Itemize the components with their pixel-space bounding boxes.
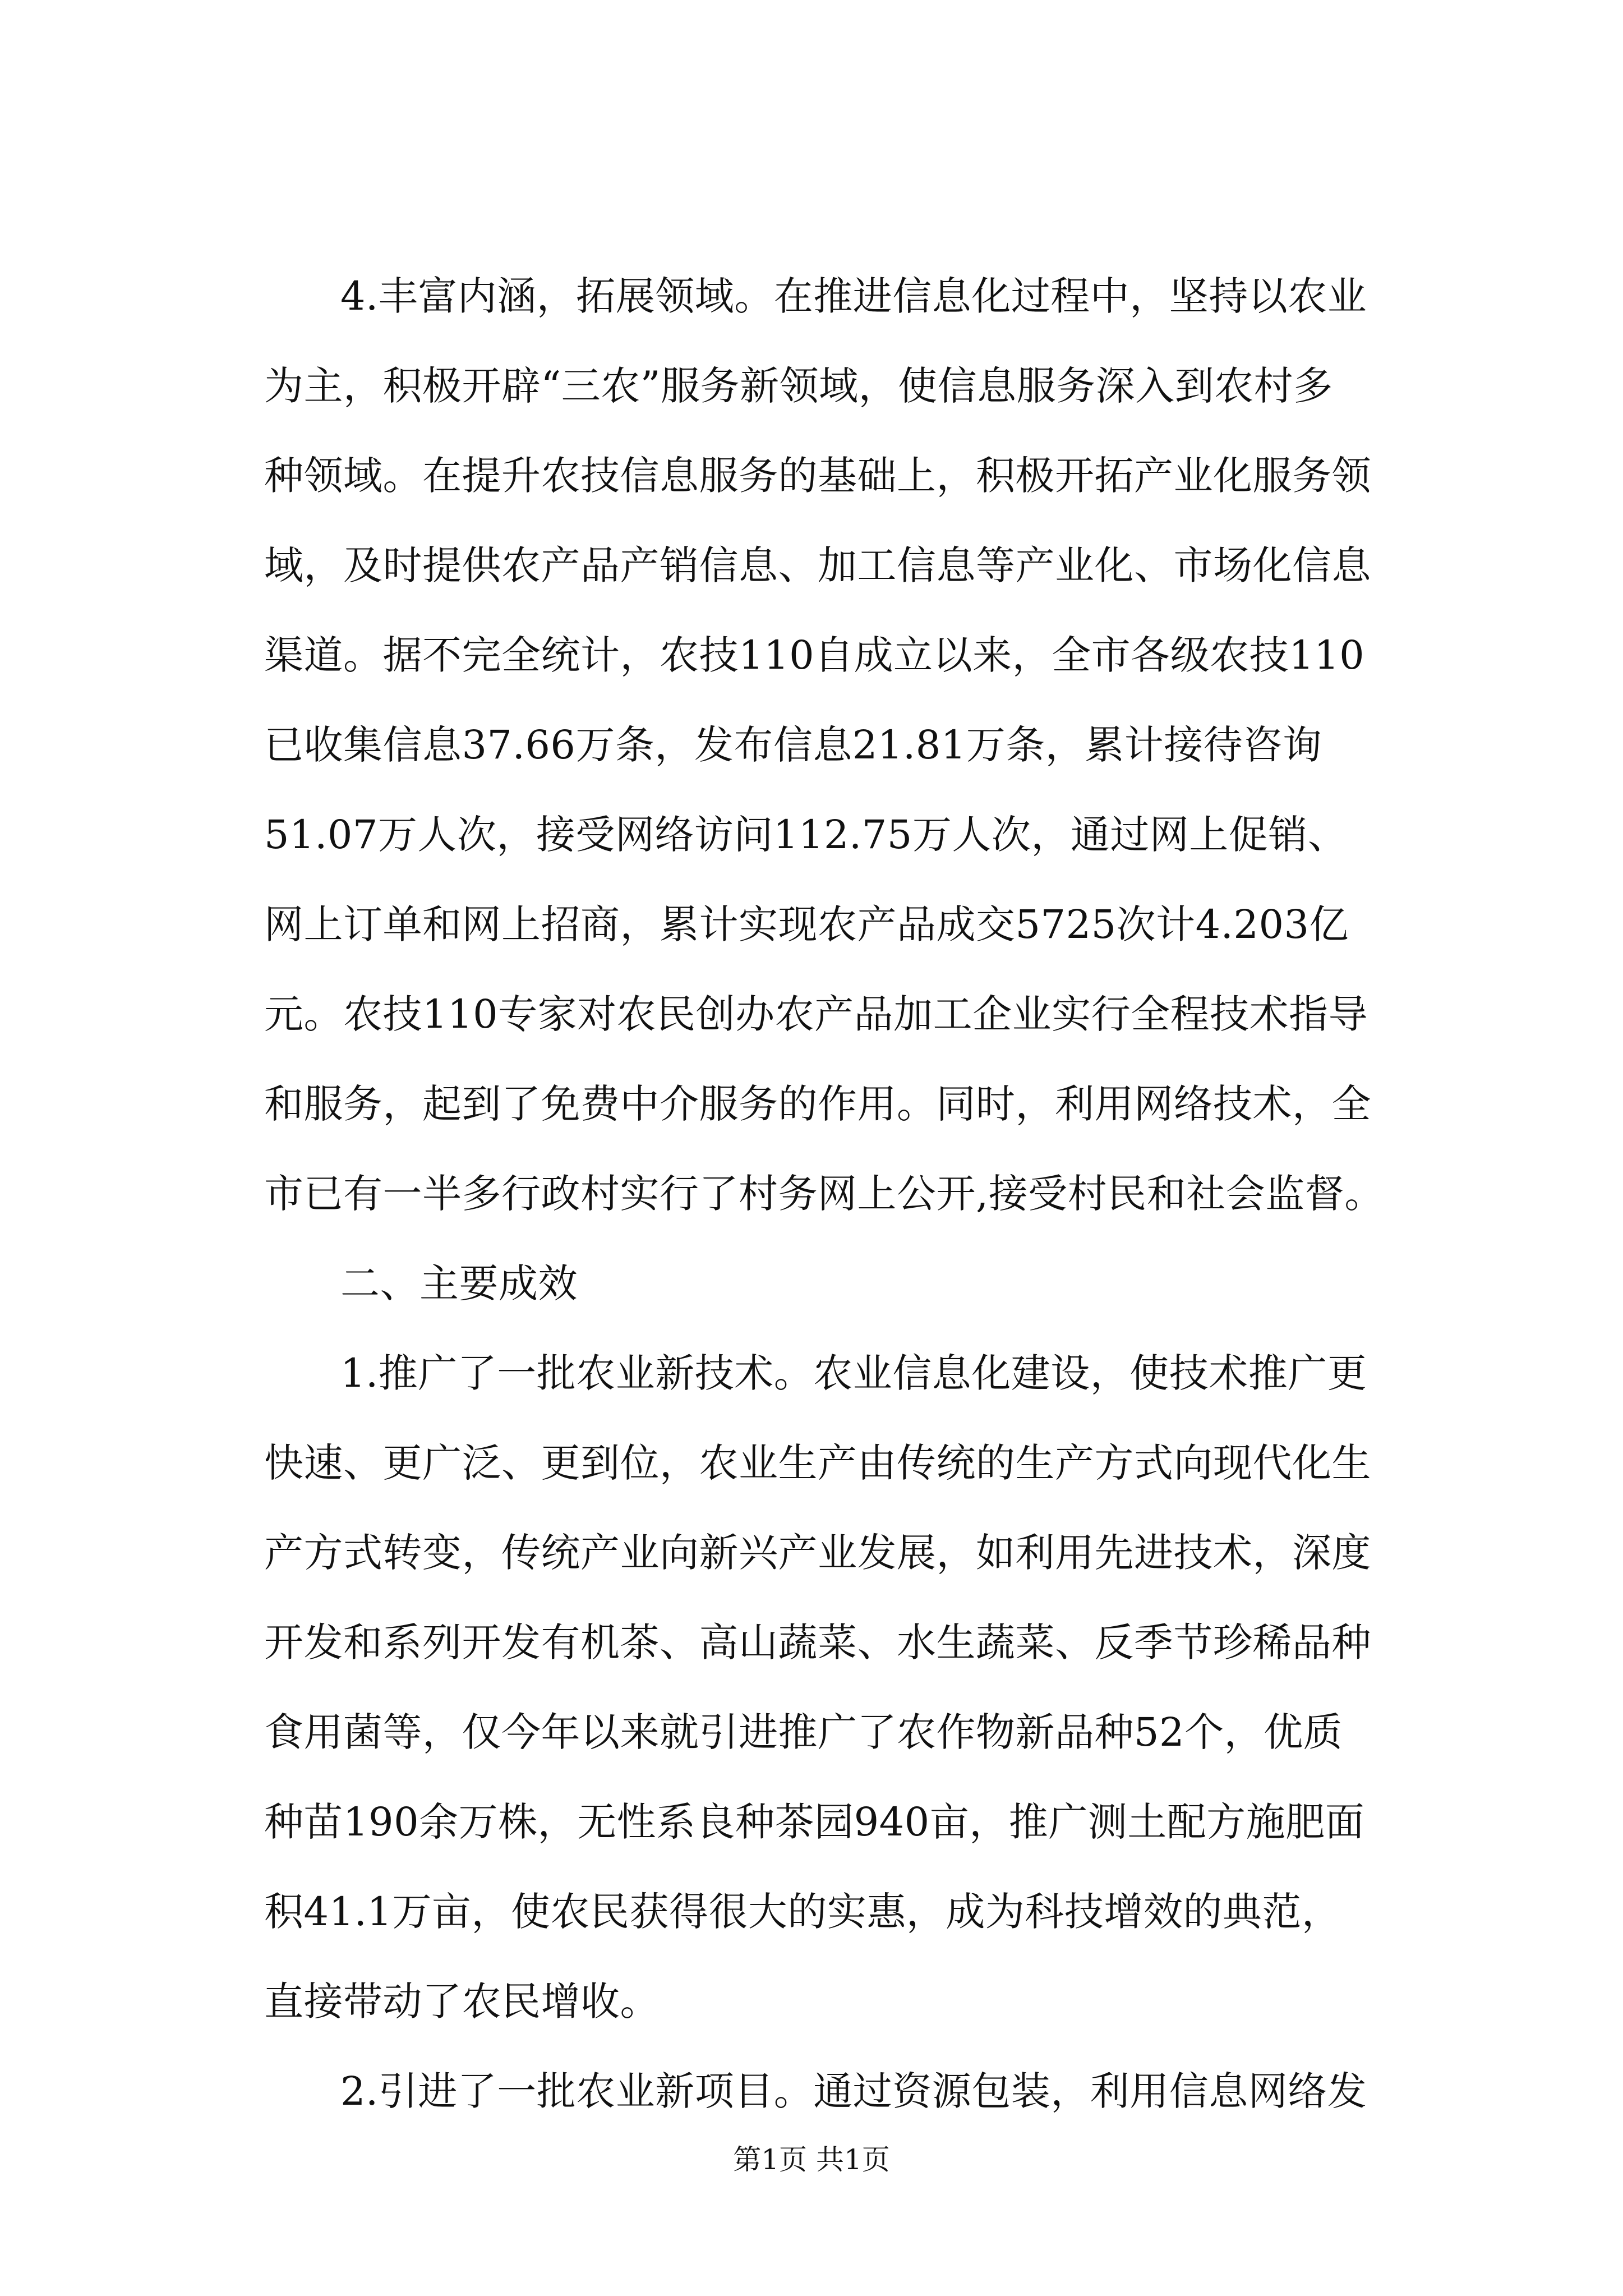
- section-heading: 二、主要成效: [340, 1260, 578, 1306]
- body-line-2: 为主，积极开辟“三农”服务新领域，使信息服务深入到农村多: [264, 363, 1333, 409]
- page-footer: 第1页 共1页: [733, 2143, 890, 2176]
- body-line-8: 网上订单和网上招商，累计实现农产品成交5725次计4.203亿: [264, 901, 1349, 947]
- body-line-16: 开发和系列开发有机茶、高山蔬菜、水生蔬菜、反季节珍稀品种: [264, 1619, 1371, 1665]
- body-line-20: 直接带动了农民增收。: [264, 1978, 660, 2024]
- body-line-9: 元。农技110专家对农民创办农产品加工企业实行全程技术指导: [264, 991, 1368, 1037]
- body-line-11: 市已有一半多行政村实行了村务网上公开,接受村民和社会监督。: [264, 1171, 1384, 1217]
- body-line-18: 种苗190余万株，无性系良种茶园940亩，推广测土配方施肥面: [264, 1799, 1365, 1845]
- body-line-5: 渠道。据不完全统计，农技110自成立以来，全市各级农技110: [264, 632, 1365, 678]
- body-line-4: 域，及时提供农产品产销信息、加工信息等产业化、市场化信息: [264, 542, 1371, 588]
- body-line-6: 已收集信息37.66万条，发布信息21.81万条，累计接待咨询: [264, 722, 1322, 768]
- body-line-7: 51.07万人次，接受网络访问112.75万人次，通过网上促销、: [264, 812, 1348, 858]
- body-line-14: 快速、更广泛、更到位，农业生产由传统的生产方式向现代化生: [264, 1440, 1371, 1486]
- body-line-17: 食用菌等，仅今年以来就引进推广了农作物新品种52个，优质: [264, 1709, 1343, 1755]
- body-line-1: 4.丰富内涵，拓展领域。在推进信息化过程中，坚持以农业: [340, 273, 1367, 319]
- body-line-13: 1.推广了一批农业新技术。农业信息化建设，使技术推广更: [340, 1350, 1367, 1396]
- body-line-19: 积41.1万亩，使农民获得很大的实惠，成为科技增效的典范，: [264, 1889, 1341, 1935]
- body-line-15: 产方式转变，传统产业向新兴产业发展，如利用先进技术，深度: [264, 1530, 1371, 1576]
- body-line-21: 2.引进了一批农业新项目。通过资源包装，利用信息网络发: [340, 2068, 1367, 2114]
- body-line-3: 种领域。在提升农技信息服务的基础上，积极开拓产业化服务领: [264, 453, 1371, 499]
- body-line-10: 和服务，起到了免费中介服务的作用。同时，利用网络技术，全: [264, 1081, 1371, 1127]
